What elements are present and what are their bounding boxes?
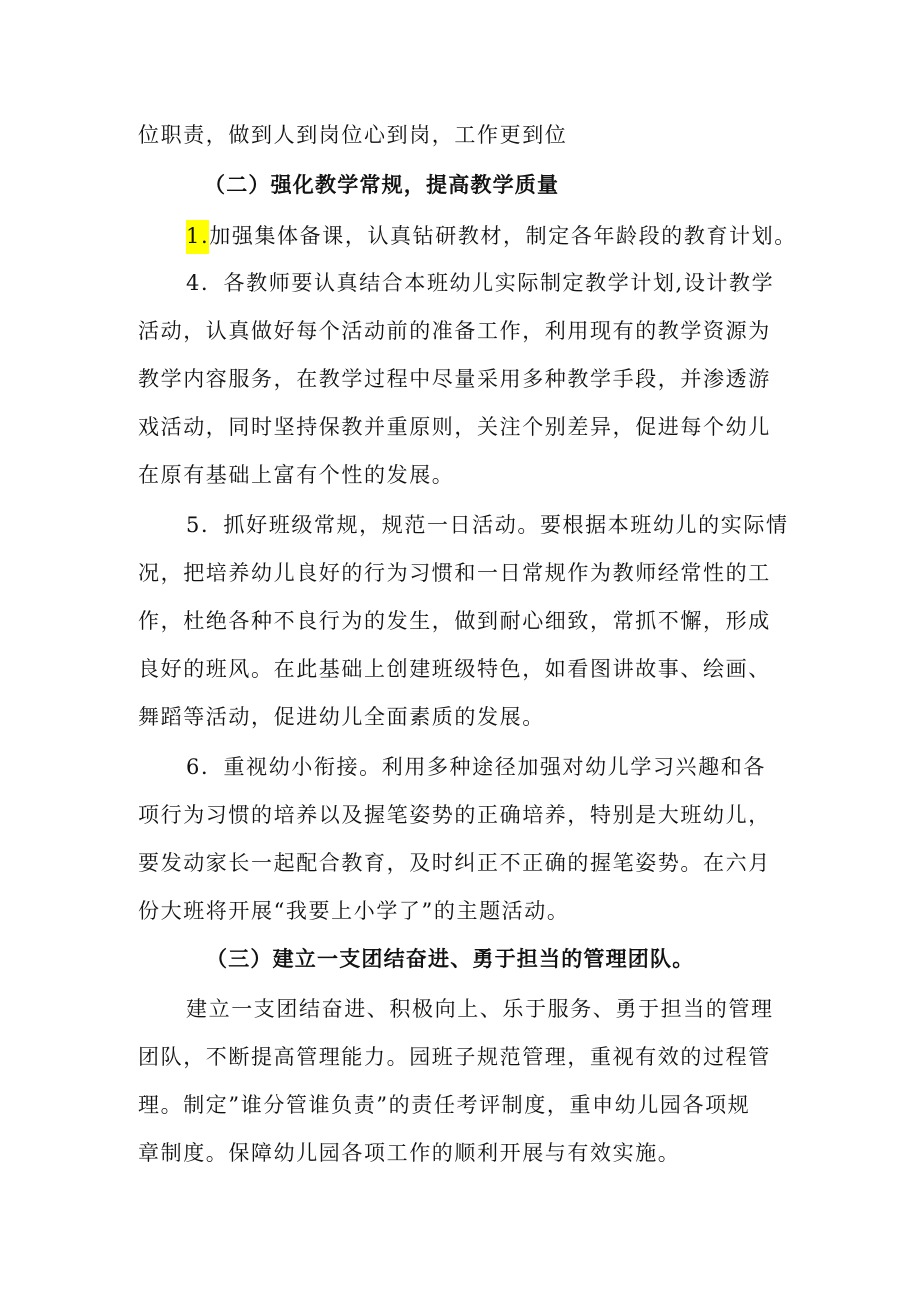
highlighted-list-number: 1. bbox=[186, 220, 209, 254]
section-heading-2: （二）强化教学常规，提高教学质量 bbox=[204, 172, 560, 197]
section-heading-3: （三）建立一支团结奋进、勇于担当的管理团队。 bbox=[206, 946, 695, 971]
list-item-5-line: 5．抓好班级常规，规范一日活动。要根据本班幼儿的实际情 bbox=[186, 513, 789, 537]
paragraph-line: 章制度。保障幼儿园各项工作的顺利开展与有效实施。 bbox=[138, 1141, 681, 1165]
list-item-1 bbox=[186, 221, 797, 251]
list-item-1-text: 加强集体备课，认真钻研教材，制定各年龄段的教育计划。 bbox=[209, 224, 797, 248]
paragraph-line: 建立一支团结奋进、积极向上、乐于服务、勇于担当的管理 bbox=[186, 997, 774, 1021]
paragraph-line: 理。制定”谁分管谁负责”的责任考评制度，重申幼儿园各项规 bbox=[138, 1093, 751, 1117]
paragraph-line: 教学内容服务，在教学过程中尽量采用多种教学手段，并渗透游 bbox=[138, 367, 771, 391]
paragraph-line: 戏活动，同时坚持保教并重原则，关注个别差异，促进每个幼儿 bbox=[138, 415, 771, 439]
paragraph-line: 活动，认真做好每个活动前的准备工作，利用现有的教学资源为 bbox=[138, 319, 771, 343]
list-item-6-line: 6．重视幼小衔接。利用多种途径加强对幼儿学习兴趣和各 bbox=[186, 755, 766, 779]
paragraph-line: 良好的班风。在此基础上创建班级特色，如看图讲故事、绘画、 bbox=[138, 657, 771, 681]
paragraph-line: 作，杜绝各种不良行为的发生，做到耐心细致，常抓不懈，形成 bbox=[138, 609, 771, 633]
paragraph-line: 份大班将开展“我要上小学了”的主题活动。 bbox=[138, 899, 570, 923]
paragraph-line: 位职责，做到人到岗位心到岗，工作更到位 bbox=[138, 123, 568, 147]
paragraph-line: 在原有基础上富有个性的发展。 bbox=[138, 463, 455, 487]
paragraph-line: 舞蹈等活动，促进幼儿全面素质的发展。 bbox=[138, 705, 545, 729]
paragraph-line: 况，把培养幼儿良好的行为习惯和一日常规作为教师经常性的工 bbox=[138, 561, 771, 585]
paragraph-line: 要发动家长一起配合教育，及时纠正不正确的握笔姿势。在六月 bbox=[138, 851, 771, 875]
paragraph-line: 团队，不断提高管理能力。园班子规范管理，重视有效的过程管 bbox=[138, 1045, 771, 1069]
list-item-4-line: 4．各教师要认真结合本班幼儿实际制定教学计划,设计教学 bbox=[186, 271, 775, 295]
paragraph-line: 项行为习惯的培养以及握笔姿势的正确培养，特别是大班幼儿， bbox=[138, 803, 771, 827]
